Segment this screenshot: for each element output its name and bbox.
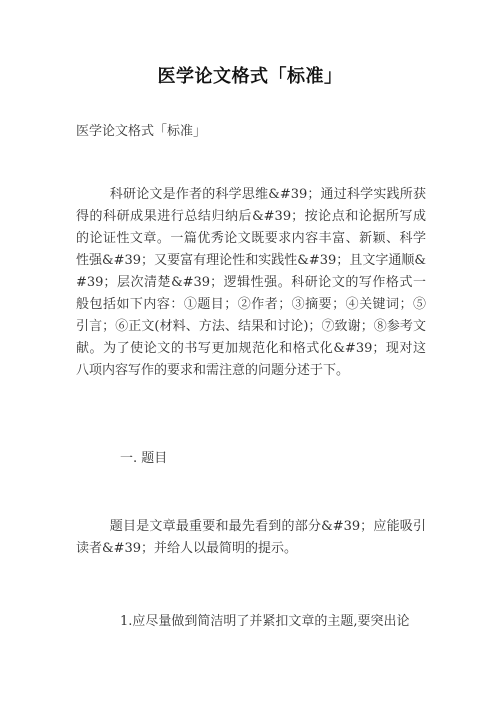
intro-paragraph: 科研论文是作者的科学思维&#39；通过科学实践所获得的科研成果进行总结归纳后&#39；按论点和论据所写成的论证性文章。一篇优秀论文既要求内容丰富、新颖、科学性强&#39；又要富有理论性和实践性&#39；且文字通顺&#39；层次清楚&#39；逻辑性强。科研论文的写作格式一般包括如下内容：①题目；②作者；③摘要；④关键词；⑤引言；⑥正文(材料、方法、结果和讨论)；⑦致谢；⑧参考文献。为了使论文的书写更加规范化和格式化&#39；现对这八项内容写作的要求和需注意的问题分述于下。 — [76, 187, 426, 378]
document-subtitle: 医学论文格式「标准」 — [76, 124, 207, 139]
document-title: 医学论文格式「标准」 — [157, 66, 343, 87]
section-heading-title: 一. 题目 — [120, 451, 168, 466]
list-item-1: 1.应尽量做到简洁明了并紧扣文章的主题,要突出论 — [120, 614, 410, 629]
title-section-paragraph: 题目是文章最重要和最先看到的部分&#39；应能吸引读者&#39；并给人以最简明的提示。 — [76, 519, 426, 556]
